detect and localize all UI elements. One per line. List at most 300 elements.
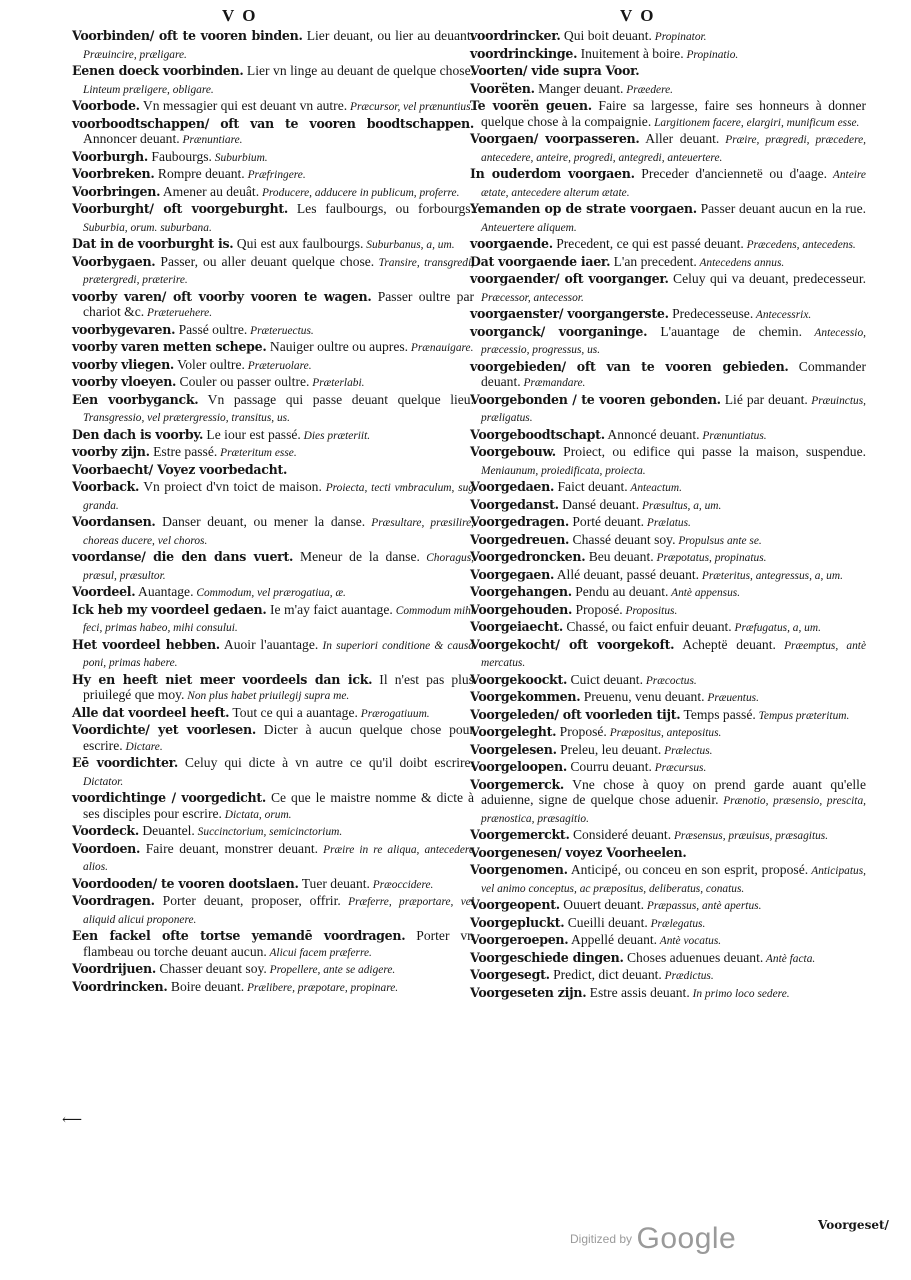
headword: Voorgenomen.	[470, 862, 568, 877]
dictionary-entry	[470, 166, 866, 201]
french-gloss: Chassé, ou faict enfuir deuant.	[562, 619, 732, 634]
french-gloss: Tuer deuant.	[298, 875, 370, 891]
french-gloss: Vn messagier qui est deuant vn autre.	[139, 98, 348, 113]
latin-gloss: Transire, transgredi, prætergredi, præterire.	[83, 256, 474, 286]
latin-gloss: Prælectus.	[661, 744, 713, 757]
french-gloss: L'auantage de chemin.	[647, 323, 802, 339]
latin-gloss: Propinatio.	[683, 48, 739, 61]
latin-gloss: Antecedens annus.	[696, 256, 785, 269]
latin-gloss: Præteruectus.	[247, 324, 314, 337]
headword: voorby vloeyen.	[72, 374, 177, 389]
latin-gloss: Dictare.	[122, 740, 163, 753]
headword: Voorëten.	[470, 80, 535, 96]
headword: Voorgehangen.	[470, 584, 572, 599]
dictionary-entry	[470, 724, 866, 742]
latin-gloss: Prænotio, præsensio, prescita, prænostica, præsagitio.	[481, 795, 867, 825]
headword: Voorgekoockt.	[470, 671, 568, 687]
headword: Voorgeleght.	[470, 724, 557, 739]
dictionary-entry	[470, 532, 866, 550]
latin-gloss: Prænuntiatus.	[699, 429, 767, 442]
dictionary-entry	[470, 98, 866, 131]
french-gloss: Amener au deuât.	[160, 183, 260, 199]
latin-gloss: Anticipatus, vel animo conceptus, ac præpositus, deliberatus, conatus.	[481, 865, 866, 895]
latin-gloss: Dictata, orum.	[221, 808, 292, 821]
dictionary-entry	[470, 359, 866, 392]
headword: Eenen doeck voorbinden.	[72, 63, 244, 78]
headword: Eē voordichter.	[72, 755, 178, 770]
dictionary-entry	[72, 289, 474, 322]
dictionary-entry	[470, 479, 866, 497]
dictionary-entry	[470, 897, 866, 915]
latin-gloss: Propositus.	[622, 604, 678, 617]
headword: Voordoen.	[72, 840, 141, 856]
dictionary-entry	[72, 514, 474, 549]
headword: Voordooden/ te vooren dootslaen.	[72, 875, 299, 891]
catchword: Voorgeset/	[818, 1218, 889, 1232]
dictionary-entry	[72, 979, 474, 997]
french-gloss: Precedent, ce qui est passé deuant.	[552, 236, 744, 251]
french-gloss: Lié par deuant.	[720, 391, 808, 407]
headword: Voordansen.	[72, 514, 156, 529]
dictionary-entry	[72, 116, 474, 149]
latin-gloss: Prælatus.	[644, 517, 691, 529]
french-gloss: Porter deuant, proposer, offrir.	[154, 893, 341, 908]
headword: Voorgekommen.	[470, 689, 581, 704]
dictionary-entry	[470, 985, 866, 1003]
headword: voorby vliegen.	[72, 356, 175, 372]
headword: Voorgeschiede dingen.	[470, 949, 624, 965]
headword: Voorburght/ oft voorgeburght.	[72, 201, 288, 216]
running-head-left: V O	[222, 6, 258, 25]
dictionary-entry	[470, 967, 866, 985]
dictionary-entry	[72, 790, 474, 823]
dictionary-entry	[72, 584, 474, 602]
french-gloss: Appellé deuant.	[568, 932, 658, 947]
latin-gloss: Commodum, vel prærogatiua, æ.	[193, 587, 346, 599]
latin-gloss: Transgressio, vel prætergressio, transitus, us.	[83, 412, 290, 424]
latin-gloss: Choragus, præsul, præsultor.	[83, 552, 474, 582]
headword: Voorgenesen/ voyez Voorheelen.	[470, 844, 687, 860]
headword: Voorgedaen.	[470, 479, 555, 494]
french-gloss: Predict, dict deuant.	[549, 967, 662, 982]
digitized-watermark	[570, 1222, 736, 1256]
french-gloss: Tout ce qui a auantage.	[229, 704, 358, 720]
latin-gloss: Præire in re aliqua, antecedere alios.	[83, 843, 474, 873]
headword: Voorbreken.	[72, 166, 155, 181]
french-gloss: Ie m'ay faict auantage.	[266, 601, 393, 617]
french-gloss: Preuenu, venu deuant.	[580, 689, 705, 704]
headword: Een voorbyganck.	[72, 391, 199, 407]
watermark-prefix: Digitized by	[570, 1232, 633, 1246]
french-gloss: Faict deuant.	[554, 479, 628, 494]
french-gloss: Manger deuant.	[534, 80, 624, 96]
headword: Voorten/ vide supra Voor.	[470, 63, 640, 78]
french-gloss: Cuict deuant.	[567, 671, 643, 687]
dictionary-entry	[470, 742, 866, 760]
right-column	[470, 28, 866, 1002]
headword: voorgebieden/ oft van te vooren gebieden.	[470, 358, 789, 374]
latin-gloss: Præire, prægredi, præcedere, antecedere, anteire, progredi, antegredi, anteuertere.	[481, 134, 866, 164]
latin-gloss: Præemptus, antè mercatus.	[481, 639, 867, 669]
dictionary-entry	[470, 236, 866, 254]
headword: voorganck/ voorganinge.	[470, 323, 648, 339]
latin-gloss: Præcursus.	[651, 762, 707, 774]
latin-gloss: Præpositus, antepositus.	[606, 727, 722, 739]
headword: Voorgeseten zijn.	[470, 984, 587, 1000]
latin-gloss: Alicui facem præferre.	[266, 946, 372, 959]
dictionary-entry	[72, 841, 474, 876]
french-gloss: Nauiger oultre ou aupres.	[266, 339, 409, 354]
headword: Voorgemerckt.	[470, 827, 570, 842]
dictionary-entry	[470, 845, 866, 863]
headword: voorboodtschappen/ oft van te vooren boodtschappen.	[72, 115, 474, 131]
latin-gloss: Præferre, præportare, vel aliquid alicui proponere.	[83, 896, 474, 926]
latin-gloss: Præuinctus, præligatus.	[481, 394, 866, 424]
french-gloss: Rompre deuant.	[154, 166, 245, 181]
french-gloss: Qui est aux faulbourgs.	[233, 236, 364, 251]
latin-gloss: Præsultare, præsilire, choreas ducere, vel choros.	[83, 517, 474, 547]
dictionary-entry	[470, 932, 866, 950]
latin-gloss: Præpotatus, propinatus.	[653, 552, 767, 564]
margin-mark: ⟵	[62, 1112, 83, 1128]
dictionary-entry	[470, 324, 866, 359]
dictionary-entry	[470, 271, 866, 306]
dictionary-entry	[72, 672, 474, 705]
watermark-brand: Google	[636, 1222, 737, 1255]
latin-gloss: Anteuertere aliquem.	[481, 221, 577, 234]
latin-gloss: Producere, adducere in publicum, proferre.	[259, 186, 460, 199]
dictionary-entry	[72, 166, 474, 184]
dictionary-entry	[470, 497, 866, 515]
french-gloss: Dansé deuant.	[558, 496, 640, 512]
dictionary-entry	[72, 374, 474, 392]
headword: Dat in de voorburght is.	[72, 236, 234, 251]
latin-gloss: Linteum præligere, obligare.	[83, 83, 214, 96]
headword: Hy en heeft niet meer voordeels dan ick.	[72, 671, 373, 687]
latin-gloss: Largitionem facere, elargiri, munificum esse.	[651, 116, 860, 129]
headword: Voorgedreuen.	[470, 531, 570, 547]
headword: Voorgeroepen.	[470, 932, 569, 947]
latin-gloss: Præterlabi.	[309, 377, 365, 389]
headword: Voorgeloopen.	[470, 759, 567, 774]
dictionary-entry	[470, 254, 866, 272]
headword: voorbygevaren.	[72, 321, 176, 337]
dictionary-entry	[72, 149, 474, 167]
headword: voorby zijn.	[72, 444, 150, 459]
headword: Voorgedanst.	[470, 496, 559, 512]
latin-gloss: Tempus præteritum.	[755, 709, 850, 722]
dictionary-entry	[470, 637, 866, 672]
french-gloss: Proposé.	[556, 724, 607, 739]
dictionary-entry	[470, 602, 866, 620]
dictionary-entry	[470, 28, 866, 46]
latin-gloss: Proiecta, tecti vmbraculum, sug granda.	[83, 482, 474, 512]
latin-gloss: Præcedens, antecedens.	[743, 239, 856, 251]
french-gloss: Acheptë deuant.	[674, 636, 776, 652]
latin-gloss: Præteritus, antegressus, a, um.	[699, 569, 843, 582]
dictionary-entry	[470, 306, 866, 324]
french-gloss: Faire deuant, monstrer deuant.	[140, 840, 319, 856]
french-gloss: Auoir l'auantage.	[219, 636, 319, 652]
dictionary-entry	[470, 827, 866, 845]
latin-gloss: Præteritum esse.	[217, 447, 297, 459]
french-gloss: Chasser deuant soy.	[155, 961, 267, 976]
french-gloss: Predecesseuse.	[668, 306, 754, 321]
dictionary-entry	[470, 759, 866, 777]
headword: Voorgaen/ voorpasseren.	[470, 131, 640, 146]
french-gloss: Estre passé.	[149, 444, 218, 459]
headword: voordrinckinge.	[470, 45, 578, 61]
headword: Te voorën geuen.	[470, 98, 592, 113]
headword: Ick heb my voordeel gedaen.	[72, 601, 267, 617]
latin-gloss: Præcursor, vel prænuntius.	[347, 101, 474, 113]
latin-gloss: Prærogatiuum.	[357, 707, 430, 720]
french-gloss: Commander deuant.	[481, 358, 866, 389]
french-gloss: Temps passé.	[680, 706, 756, 722]
french-gloss: Vn proiect d'vn toict de maison.	[139, 479, 322, 494]
dictionary-entry	[470, 619, 866, 637]
dictionary-entry	[72, 184, 474, 202]
latin-gloss: Prædictus.	[661, 970, 714, 982]
french-gloss: Preceder d'anciennetë ou d'aage.	[634, 166, 828, 181]
dictionary-entry	[72, 462, 474, 480]
headword: Voorgeboodtschapt.	[470, 426, 605, 442]
latin-gloss: Præsultus, a, um.	[639, 499, 722, 512]
headword: Alle dat voordeel heeft.	[72, 704, 230, 720]
dictionary-entry	[470, 427, 866, 445]
latin-gloss: Præpassus, antè apertus.	[644, 900, 762, 912]
dictionary-entry	[470, 63, 866, 81]
headword: Een fackel ofte tortse yemandē voordragen.	[72, 928, 406, 943]
dictionary-entry	[72, 705, 474, 723]
latin-gloss: Antè facta.	[763, 952, 816, 965]
headword: voordrincker.	[470, 28, 561, 43]
headword: Voordeck.	[72, 823, 139, 838]
french-gloss: Qui boit deuant.	[560, 28, 652, 43]
headword: Voorgebonden / te vooren gebonden.	[470, 391, 721, 407]
french-gloss: Faubourgs.	[148, 148, 212, 164]
french-gloss: Beu deuant.	[585, 549, 654, 564]
headword: In ouderdom voorgaen.	[470, 166, 635, 181]
french-gloss: Auantage.	[135, 584, 194, 599]
french-gloss: Vn passage qui passe deuant quelque lieu.	[198, 391, 474, 407]
french-gloss: Choses aduenues deuant.	[623, 949, 764, 965]
headword: Voorgebouw.	[470, 444, 556, 459]
headword: voorgaenster/ voorgangerste.	[470, 306, 669, 321]
left-column	[72, 28, 474, 996]
dictionary-entry	[72, 893, 474, 928]
latin-gloss: Præuincire, præligare.	[83, 48, 187, 61]
french-gloss: Passer deuant aucun en la rue.	[696, 201, 867, 216]
dictionary-entry	[72, 427, 474, 445]
headword: Voorgelesen.	[470, 741, 557, 757]
headword: Voorgehouden.	[470, 601, 573, 617]
latin-gloss: Succinctorium, semicinctorium.	[194, 826, 343, 838]
headword: Voorgepluckt.	[470, 914, 565, 930]
dictionary-entry	[470, 707, 866, 725]
headword: voordanse/ die den dans vuert.	[72, 549, 294, 564]
french-gloss: Boire deuant.	[167, 978, 245, 994]
french-gloss: Preleu, leu deuant.	[556, 741, 662, 757]
french-gloss: Ce que le maistre nomme & dicte à ses disciples pour escrire.	[83, 790, 474, 821]
dictionary-entry	[72, 444, 474, 462]
dictionary-entry	[72, 28, 474, 63]
latin-gloss: Præteruehere.	[144, 307, 213, 319]
headword: Voorbygaen.	[72, 253, 156, 269]
latin-gloss: Antè appensus.	[668, 587, 741, 599]
dictionary-entry	[470, 584, 866, 602]
dictionary-entry	[72, 549, 474, 584]
dictionary-entry	[72, 602, 474, 637]
latin-gloss: Præfringere.	[244, 169, 306, 181]
latin-gloss: Præoccidere.	[369, 878, 434, 891]
latin-gloss: Præsensus, præuisus, præsagitus.	[671, 830, 829, 842]
dictionary-entry	[470, 514, 866, 532]
latin-gloss: Præmandare.	[520, 377, 586, 389]
headword: Voorgemerck.	[470, 776, 565, 792]
headword: Yemanden op de strate voorgaen.	[470, 201, 697, 216]
headword: Voorburgh.	[72, 148, 148, 164]
french-gloss: Le iour est passé.	[203, 426, 301, 442]
latin-gloss: In superiori conditione & causa poni, primas habere.	[83, 639, 474, 669]
latin-gloss: Præteruolare.	[244, 359, 312, 372]
latin-gloss: Præfugatus, a, um.	[731, 622, 821, 634]
dictionary-entry	[72, 254, 474, 289]
dictionary-entry	[470, 392, 866, 427]
latin-gloss: Prælegatus.	[647, 917, 706, 930]
french-gloss: Pendu au deuant.	[571, 584, 669, 599]
dictionary-entry	[72, 201, 474, 236]
latin-gloss: Propellere, ante se adigere.	[266, 964, 396, 976]
dictionary-entry	[72, 339, 474, 357]
latin-gloss: Suburbium.	[211, 151, 268, 164]
dictionary-entry	[72, 823, 474, 841]
headword: Voorbinden/ oft te vooren binden.	[72, 28, 303, 43]
dictionary-entry	[72, 755, 474, 790]
dictionary-entry	[470, 444, 866, 479]
french-gloss: Aller deuant.	[639, 131, 720, 146]
dictionary-entry	[470, 46, 866, 64]
dictionary-entry	[470, 777, 866, 828]
dictionary-entry	[72, 392, 474, 427]
french-gloss: Celuy qui dicte à vn autre ce qu'il doibt escrire.	[177, 755, 474, 770]
latin-gloss: Prænauigare.	[408, 342, 474, 354]
french-gloss: Danser deuant, ou mener la danse.	[155, 514, 366, 529]
latin-gloss: Dictator.	[83, 775, 124, 788]
french-gloss: Voler oultre.	[174, 356, 245, 372]
latin-gloss: Antè vocatus.	[657, 935, 722, 947]
headword: Den dach is voorby.	[72, 426, 204, 442]
dictionary-entry	[72, 722, 474, 755]
headword: Voorgesegt.	[470, 967, 550, 982]
french-gloss: Estre assis deuant.	[586, 984, 690, 1000]
headword: voorby varen metten schepe.	[72, 339, 267, 354]
dictionary-entry	[72, 236, 474, 254]
french-gloss: Les faulbourgs, ou forbourgs.	[288, 201, 474, 216]
latin-gloss: Prænuntiare.	[179, 134, 243, 146]
latin-gloss: Antecessio, præcessio, progressus, us.	[481, 326, 866, 356]
latin-gloss: Meniaunum, proiedificata, proiecta.	[481, 464, 646, 477]
french-gloss: Allé deuant, passé deuant.	[554, 566, 700, 582]
headword: voordichtinge / voorgedicht.	[72, 790, 267, 805]
french-gloss: Lier vn linge au deuant de quelque chose.	[243, 63, 474, 78]
headword: Voorgekocht/ oft voorgekoft.	[470, 636, 675, 652]
french-gloss: Passer, ou aller deuant quelque chose.	[155, 253, 375, 269]
french-gloss: Proposé.	[572, 601, 623, 617]
french-gloss: Il n'est pas plus priuilegé que moy.	[83, 671, 474, 702]
french-gloss: Couler ou passer oultre.	[176, 374, 310, 389]
dictionary-entry	[470, 950, 866, 968]
headword: voorby varen/ oft voorby vooren te wagen.	[72, 288, 372, 304]
dictionary-entry	[470, 201, 866, 236]
dictionary-entry	[72, 876, 474, 894]
dictionary-entry	[470, 567, 866, 585]
french-gloss: Courru deuant.	[566, 759, 652, 774]
french-gloss: Ouuert deuant.	[559, 897, 645, 912]
latin-gloss: Anteire ætate, antecedere alterum ætate.	[481, 169, 866, 199]
dictionary-entry	[72, 479, 474, 514]
dictionary-entry	[470, 689, 866, 707]
dictionary-entry	[72, 322, 474, 340]
latin-gloss: Præuentus.	[704, 692, 759, 704]
french-gloss: Passer oultre par chariot &c.	[83, 288, 474, 319]
french-gloss: Annoncé deuant.	[604, 426, 700, 442]
latin-gloss: Propinator.	[651, 31, 707, 43]
running-head-right: V O	[620, 6, 656, 25]
headword: Voorgedroncken.	[470, 549, 586, 564]
headword: Voorbringen.	[72, 183, 161, 199]
headword: Voorbode.	[72, 98, 140, 113]
headword: Voordrijuen.	[72, 961, 156, 976]
headword: Voorgeiaecht.	[470, 619, 563, 634]
headword: Voordeel.	[72, 584, 136, 599]
latin-gloss: Propulsus ante se.	[675, 534, 762, 547]
french-gloss: Chassé deuant soy.	[569, 531, 676, 547]
headword: Voordichte/ yet voorlesen.	[72, 722, 256, 737]
headword: Voorbaecht/ Voyez voorbedacht.	[72, 461, 288, 477]
latin-gloss: Præedere.	[623, 83, 674, 96]
french-gloss: Annoncer deuant.	[83, 131, 180, 146]
french-gloss: Porté deuant.	[568, 514, 645, 529]
headword: Voorgedragen.	[470, 514, 569, 529]
latin-gloss: Præcessor, antecessor.	[481, 291, 584, 304]
french-gloss: Deuantel.	[138, 823, 195, 838]
headword: voorgaende.	[470, 236, 553, 251]
french-gloss: L'an precedent.	[610, 253, 697, 269]
french-gloss: Meneur de la danse.	[293, 549, 420, 564]
french-gloss: Consideré deuant.	[569, 827, 672, 842]
latin-gloss: Præcoctus.	[642, 674, 697, 687]
dictionary-entry	[72, 63, 474, 98]
french-gloss: Passé oultre.	[175, 321, 248, 337]
dictionary-entry	[470, 862, 866, 897]
dictionary-entry	[470, 549, 866, 567]
french-gloss: Anticipé, ou conceu en son esprit, proposé.	[567, 862, 809, 877]
french-gloss: Celuy qui va deuant, predecesseur.	[668, 271, 866, 286]
headword: Voorgeopent.	[470, 897, 560, 912]
french-gloss: Proiect, ou edifice qui passe la maison, suspendue.	[555, 444, 866, 459]
headword: Dat voorgaende iaer.	[470, 253, 611, 269]
headword: Het voordeel hebben.	[72, 636, 220, 652]
headword: Voordragen.	[72, 893, 155, 908]
latin-gloss: Suburbia, orum. suburbana.	[83, 221, 212, 234]
headword: Voorgegaen.	[470, 566, 555, 582]
dictionary-entry	[470, 672, 866, 690]
dictionary-entry	[72, 928, 474, 961]
french-gloss: Faire sa largesse, faire ses honneurs à donner quelque chose à la compaignie.	[481, 98, 867, 129]
latin-gloss: Prælibere, præpotare, propinare.	[244, 981, 399, 994]
latin-gloss: Suburbanus, a, um.	[363, 239, 455, 251]
